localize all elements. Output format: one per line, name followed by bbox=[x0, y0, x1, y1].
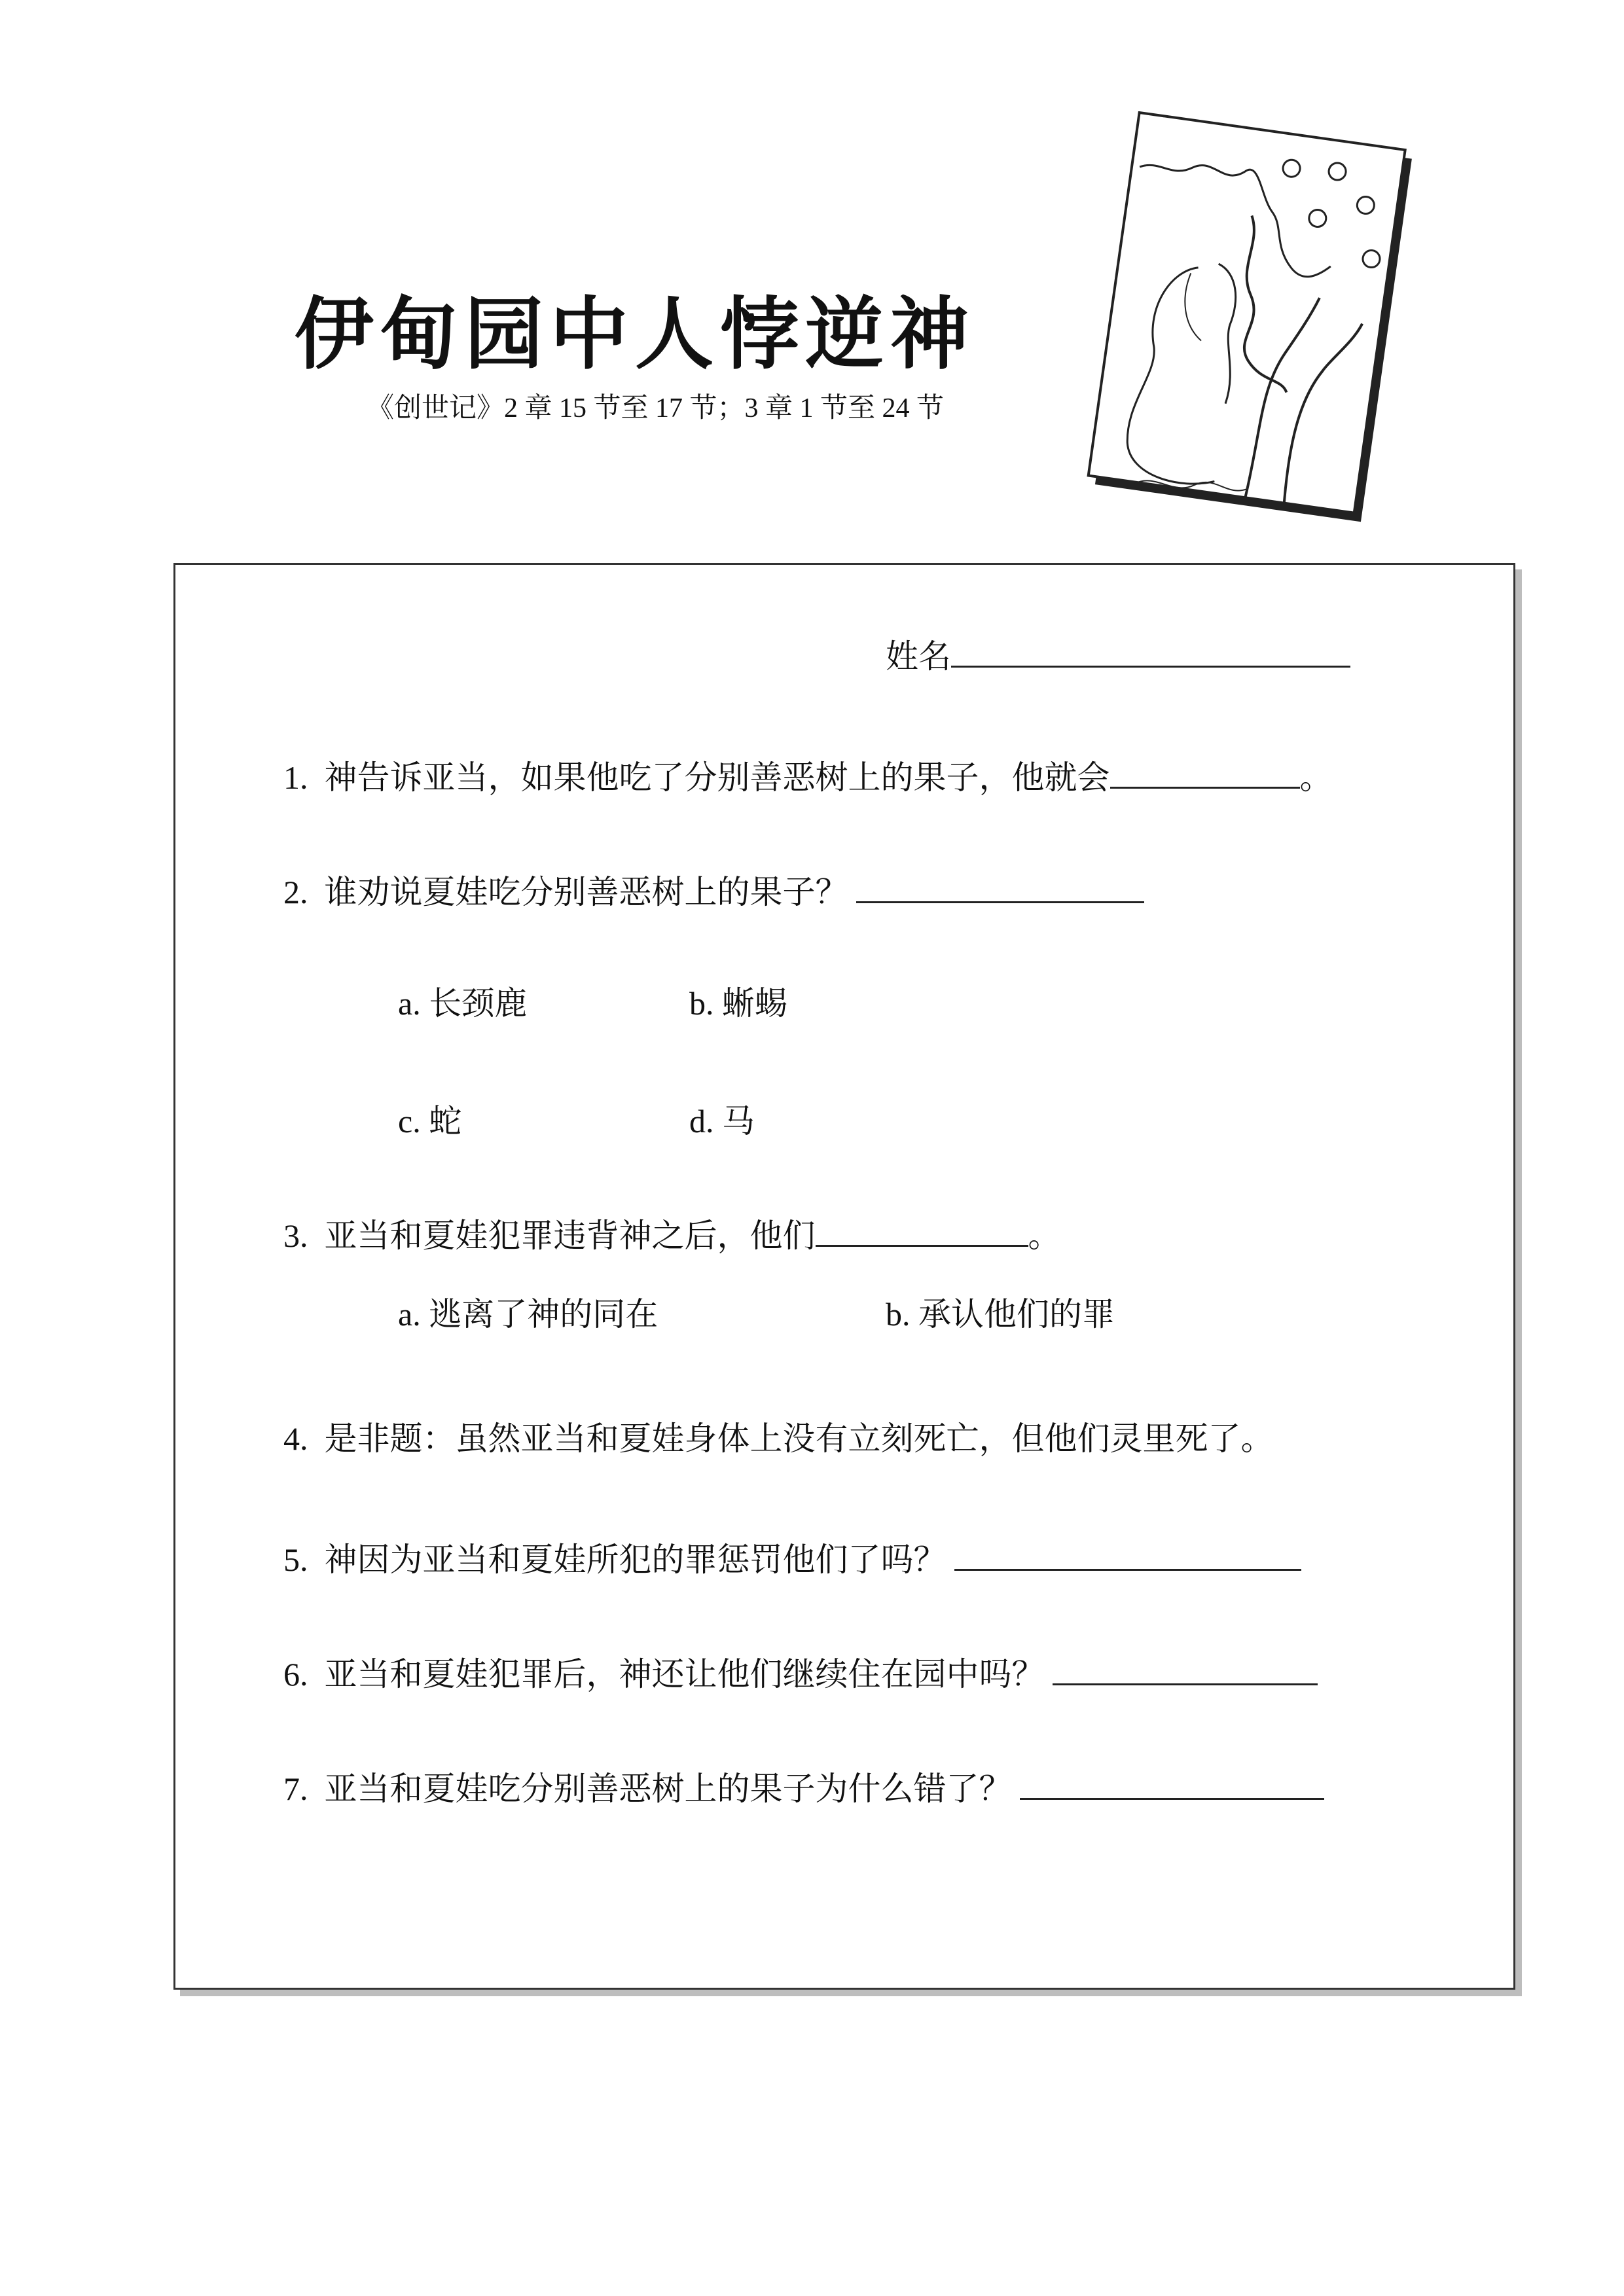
question-3: 3. 亚当和夏娃犯罪违背神之后，他们 。 bbox=[283, 1210, 1061, 1257]
option-3b[interactable]: b. 承认他们的罪 bbox=[886, 1296, 1115, 1333]
answer-field-1[interactable] bbox=[1110, 757, 1300, 789]
question-text: 谁劝说夏娃吃分别善恶树上的果子？ bbox=[324, 874, 848, 910]
eden-illustration bbox=[1074, 111, 1420, 530]
question-number: 5. bbox=[283, 1541, 308, 1578]
name-field[interactable] bbox=[951, 636, 1350, 668]
question-1: 1. 神告诉亚当，如果他吃了分别善恶树上的果子，他就会 。 bbox=[283, 751, 1333, 798]
worksheet-box bbox=[173, 563, 1515, 1990]
name-label: 姓名 bbox=[886, 638, 951, 675]
question-number: 1. bbox=[283, 759, 308, 796]
question-number: 6. bbox=[283, 1656, 308, 1693]
page-title: 伊甸园中人悖逆神 bbox=[295, 288, 975, 380]
answer-field-2[interactable] bbox=[856, 871, 1144, 903]
answer-field-5[interactable] bbox=[954, 1539, 1301, 1571]
question-5 bbox=[283, 1534, 1301, 1581]
option-2c[interactable]: c. 蛇 bbox=[398, 1103, 462, 1139]
answer-field-3[interactable] bbox=[816, 1215, 1028, 1247]
answer-field-7[interactable] bbox=[1020, 1768, 1324, 1800]
question-2 bbox=[283, 866, 1144, 913]
option-2b[interactable]: b. 蜥蜴 bbox=[689, 985, 787, 1022]
option-3a[interactable]: a. 逃离了神的同在 bbox=[398, 1296, 659, 1333]
question-text: 亚当和夏娃犯罪违背神之后，他们 bbox=[324, 1217, 816, 1254]
question-text: 是非题：虽然亚当和夏娃身体上没有立刻死亡，但他们灵里死了。 bbox=[324, 1420, 1274, 1457]
question-number: 7. bbox=[283, 1770, 308, 1807]
option-2d[interactable]: d. 马 bbox=[689, 1103, 755, 1139]
option-2a[interactable]: a. 长颈鹿 bbox=[398, 985, 528, 1022]
question-text: 神告诉亚当，如果他吃了分别善恶树上的果子，他就会 bbox=[324, 759, 1110, 796]
question-text: 亚当和夏娃犯罪后，神还让他们继续住在园中吗？ bbox=[324, 1656, 1045, 1693]
question-number: 4. bbox=[283, 1420, 308, 1457]
question-text: 亚当和夏娃吃分别善恶树上的果子为什么错了？ bbox=[324, 1770, 1012, 1807]
question-4 bbox=[283, 1412, 1274, 1460]
answer-field-6[interactable] bbox=[1053, 1653, 1318, 1685]
question-number: 2. bbox=[283, 874, 308, 910]
question-number: 3. bbox=[283, 1217, 308, 1254]
name-row bbox=[886, 630, 1350, 677]
scripture-reference: 《创世记》2 章 15 节至 17 节；3 章 1 节至 24 节 bbox=[367, 393, 945, 423]
question-6 bbox=[283, 1648, 1318, 1695]
question-text: 神因为亚当和夏娃所犯的罪惩罚他们了吗？ bbox=[324, 1541, 947, 1578]
question-7 bbox=[283, 1763, 1324, 1810]
